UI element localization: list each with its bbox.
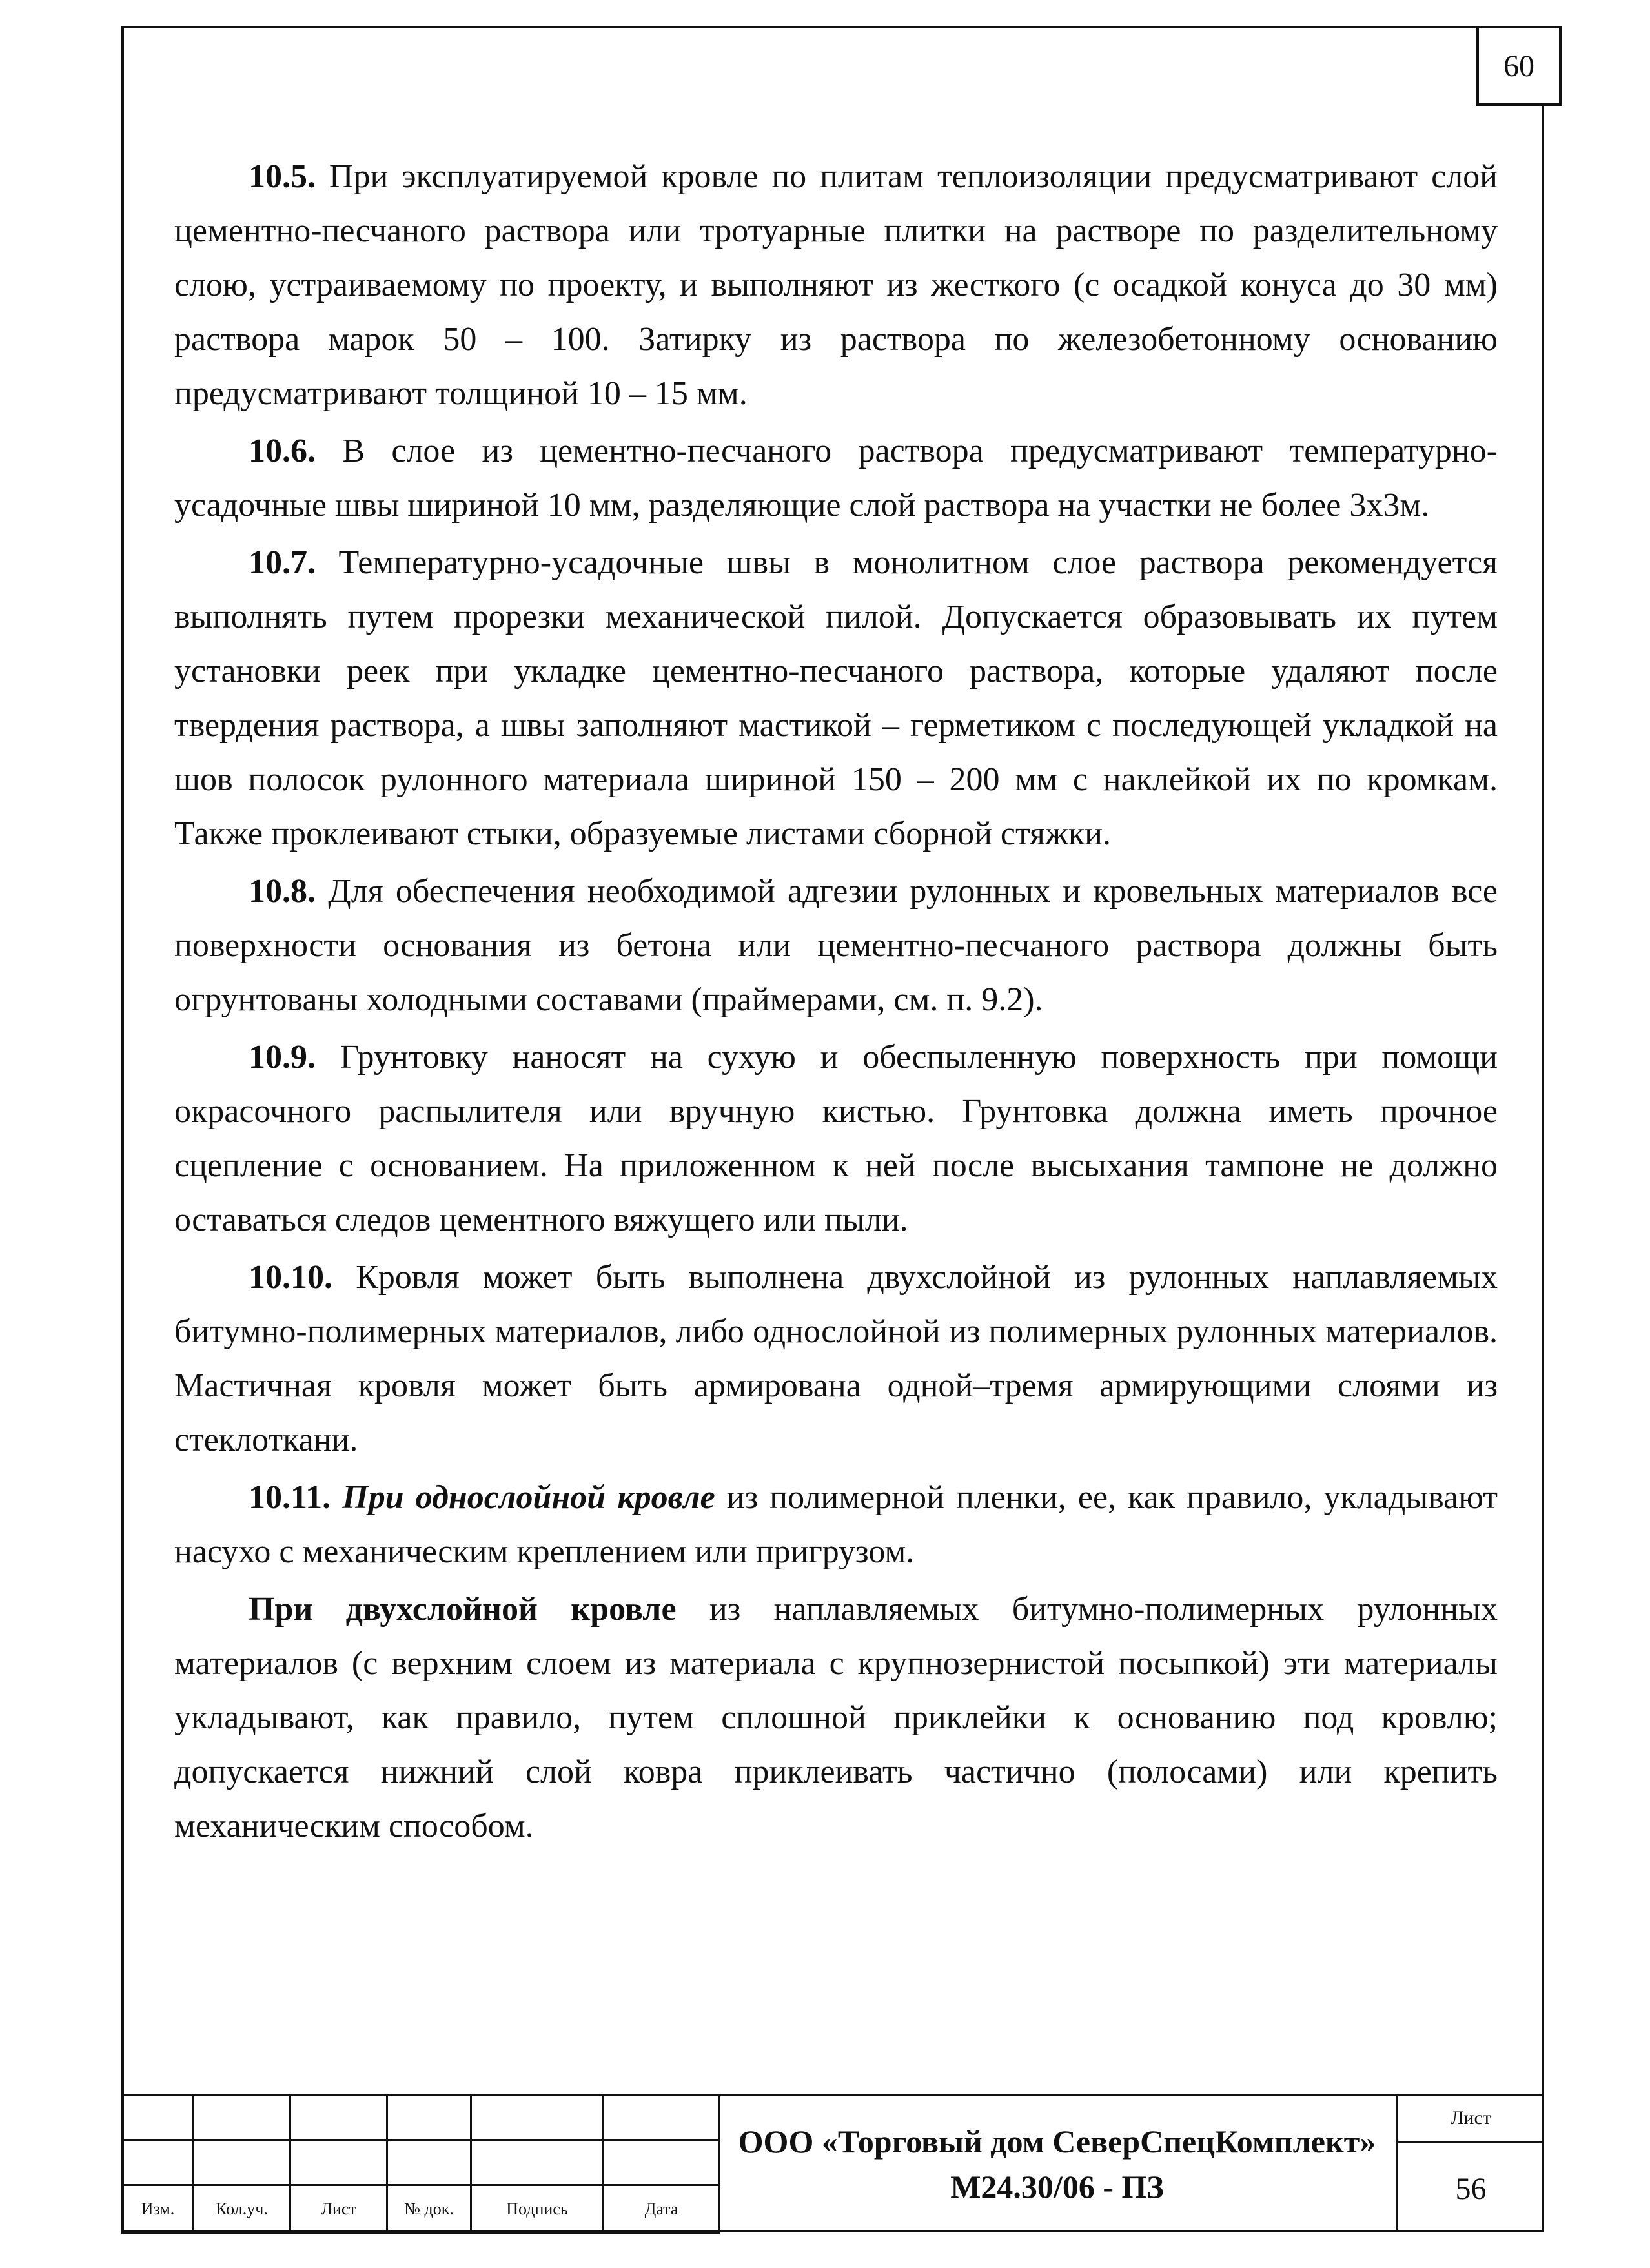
paragraph-text: из наплавляемых битумно-полимерных рулонных материалов (с верхним слоем из материала с крупнозернистой посыпкой) эти материалы укладывают, как правило, путем сплошной приклейки к основанию под кровлю; допускается нижний слой ковра приклеивать частично (полосами) или крепить механическим способом. — [174, 1591, 1498, 1844]
clause-number: 10.9. — [249, 1039, 316, 1076]
col-header-list: Лист — [290, 2185, 387, 2234]
paragraph-10-8 — [174, 864, 1498, 1027]
paragraph-text: При эксплуатируемой кровле по плитам теплоизоляции предусматривают слой цементно-песчаного раствора или тротуарные плитки на растворе по разделительному слою, устраиваемому по проекту, и выполняют из жесткого (с осадкой конуса до 30 мм) раствора марок 50 – 100. Затирку из раствора по железобетонному основанию предусматривают толщиной 10 – 15 мм. — [174, 158, 1498, 412]
document-body — [174, 150, 1498, 1857]
page-number: 60 — [1503, 48, 1534, 83]
col-header-kol-uch: Кол.уч. — [194, 2185, 290, 2234]
sheet-number: 56 — [1455, 2171, 1487, 2206]
clause-number: 10.5. — [249, 158, 316, 195]
clause-number: 10.11. — [249, 1479, 331, 1516]
revision-grid — [121, 2094, 720, 2234]
paragraph-text: Температурно-усадочные швы в монолитном слое раствора рекомендуется выполнять путем прорезки механической пилой. Допускается образовывать их путем установки реек при укладке цементно-песчаного раствора, которые удаляют после твердения раствора, а швы заполняют мастикой – герметиком с последующей укладкой на шов полосок рулонного материала шириной 150 – 200 мм с наклейкой их по кромкам. Также проклеивают стыки, образуемые листами сборной стяжки. — [174, 544, 1498, 852]
col-header-izm: Изм. — [123, 2185, 194, 2234]
title-block — [121, 2094, 1544, 2232]
clause-number: 10.7. — [249, 544, 316, 581]
paragraph-10-6 — [174, 424, 1498, 533]
col-header-doc-number: № док. — [387, 2185, 471, 2234]
sheet-label: Лист — [1398, 2096, 1544, 2143]
col-header-date: Дата — [604, 2185, 720, 2234]
paragraph-text: Грунтовку наносят на сухую и обеспыленную поверхность при помощи окрасочного распылителя или вручную кистью. Грунтовка должна иметь прочное сцепление с основанием. На приложенном к ней после высыхания тампоне не должно оставаться следов цементного вяжущего или пыли. — [174, 1039, 1498, 1238]
clause-number: 10.8. — [249, 873, 316, 910]
title-block-title — [718, 2094, 1396, 2232]
organization-name: ООО «Торговый дом СеверСпецКомплект» — [738, 2123, 1376, 2160]
paragraph-text: из полимерной пленки, ее, как правило, укладывают насухо с механическим креплением или пригрузом. — [174, 1479, 1498, 1570]
emphasis-text: При однослойной кровле — [342, 1479, 715, 1516]
paragraph-text: Кровля может быть выполнена двухслойной из рулонных наплавляемых битумно-полимерных материалов, либо однослойной из полимерных рулонных материалов. Мастичная кровля может быть армирована одной–тремя армирующими слоями из стеклоткани. — [174, 1259, 1498, 1458]
paragraph-two-layer-roof — [174, 1582, 1498, 1854]
paragraph-10-7 — [174, 536, 1498, 861]
clause-number: 10.6. — [249, 433, 316, 469]
paragraph-10-11 — [174, 1471, 1498, 1579]
paragraph-10-9 — [174, 1030, 1498, 1247]
page-number-box — [1476, 26, 1562, 106]
sheet-cell — [1396, 2094, 1544, 2232]
paragraph-text: Для обеспечения необходимой адгезии рулонных и кровельных материалов все поверхности основания из бетона или цементно-песчаного раствора должны быть огрунтованы холодными составами (праймерами, см. п. 9.2). — [174, 873, 1498, 1018]
paragraph-10-10 — [174, 1251, 1498, 1467]
document-code: М24.30/06 - ПЗ — [950, 2169, 1164, 2205]
paragraph-text: В слое из цементно-песчаного раствора предусматривают температурно-усадочные швы шириной 10 мм, разделяющие слой раствора на участки не более 3х3м. — [174, 433, 1498, 524]
col-header-signature: Подпись — [471, 2185, 604, 2234]
paragraph-10-5 — [174, 150, 1498, 421]
lead-text: При двухслойной кровле — [249, 1591, 677, 1628]
clause-number: 10.10. — [249, 1259, 332, 1296]
